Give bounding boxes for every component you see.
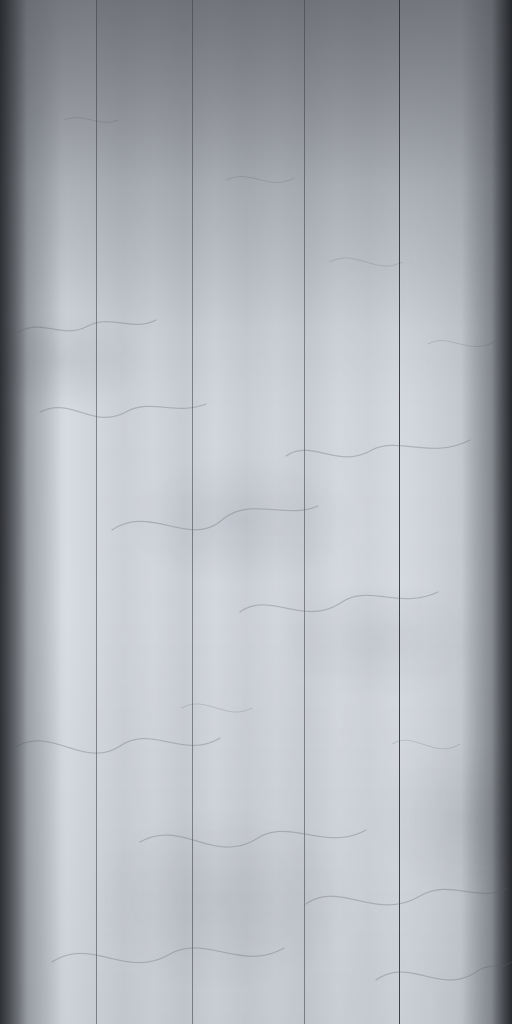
- marble-panel-1: [0, 0, 96, 1024]
- marble-panel-3: [192, 0, 304, 1024]
- marble-panel-4: [304, 0, 399, 1024]
- marble-panel-5: [399, 0, 512, 1024]
- marble-panel-2: [96, 0, 192, 1024]
